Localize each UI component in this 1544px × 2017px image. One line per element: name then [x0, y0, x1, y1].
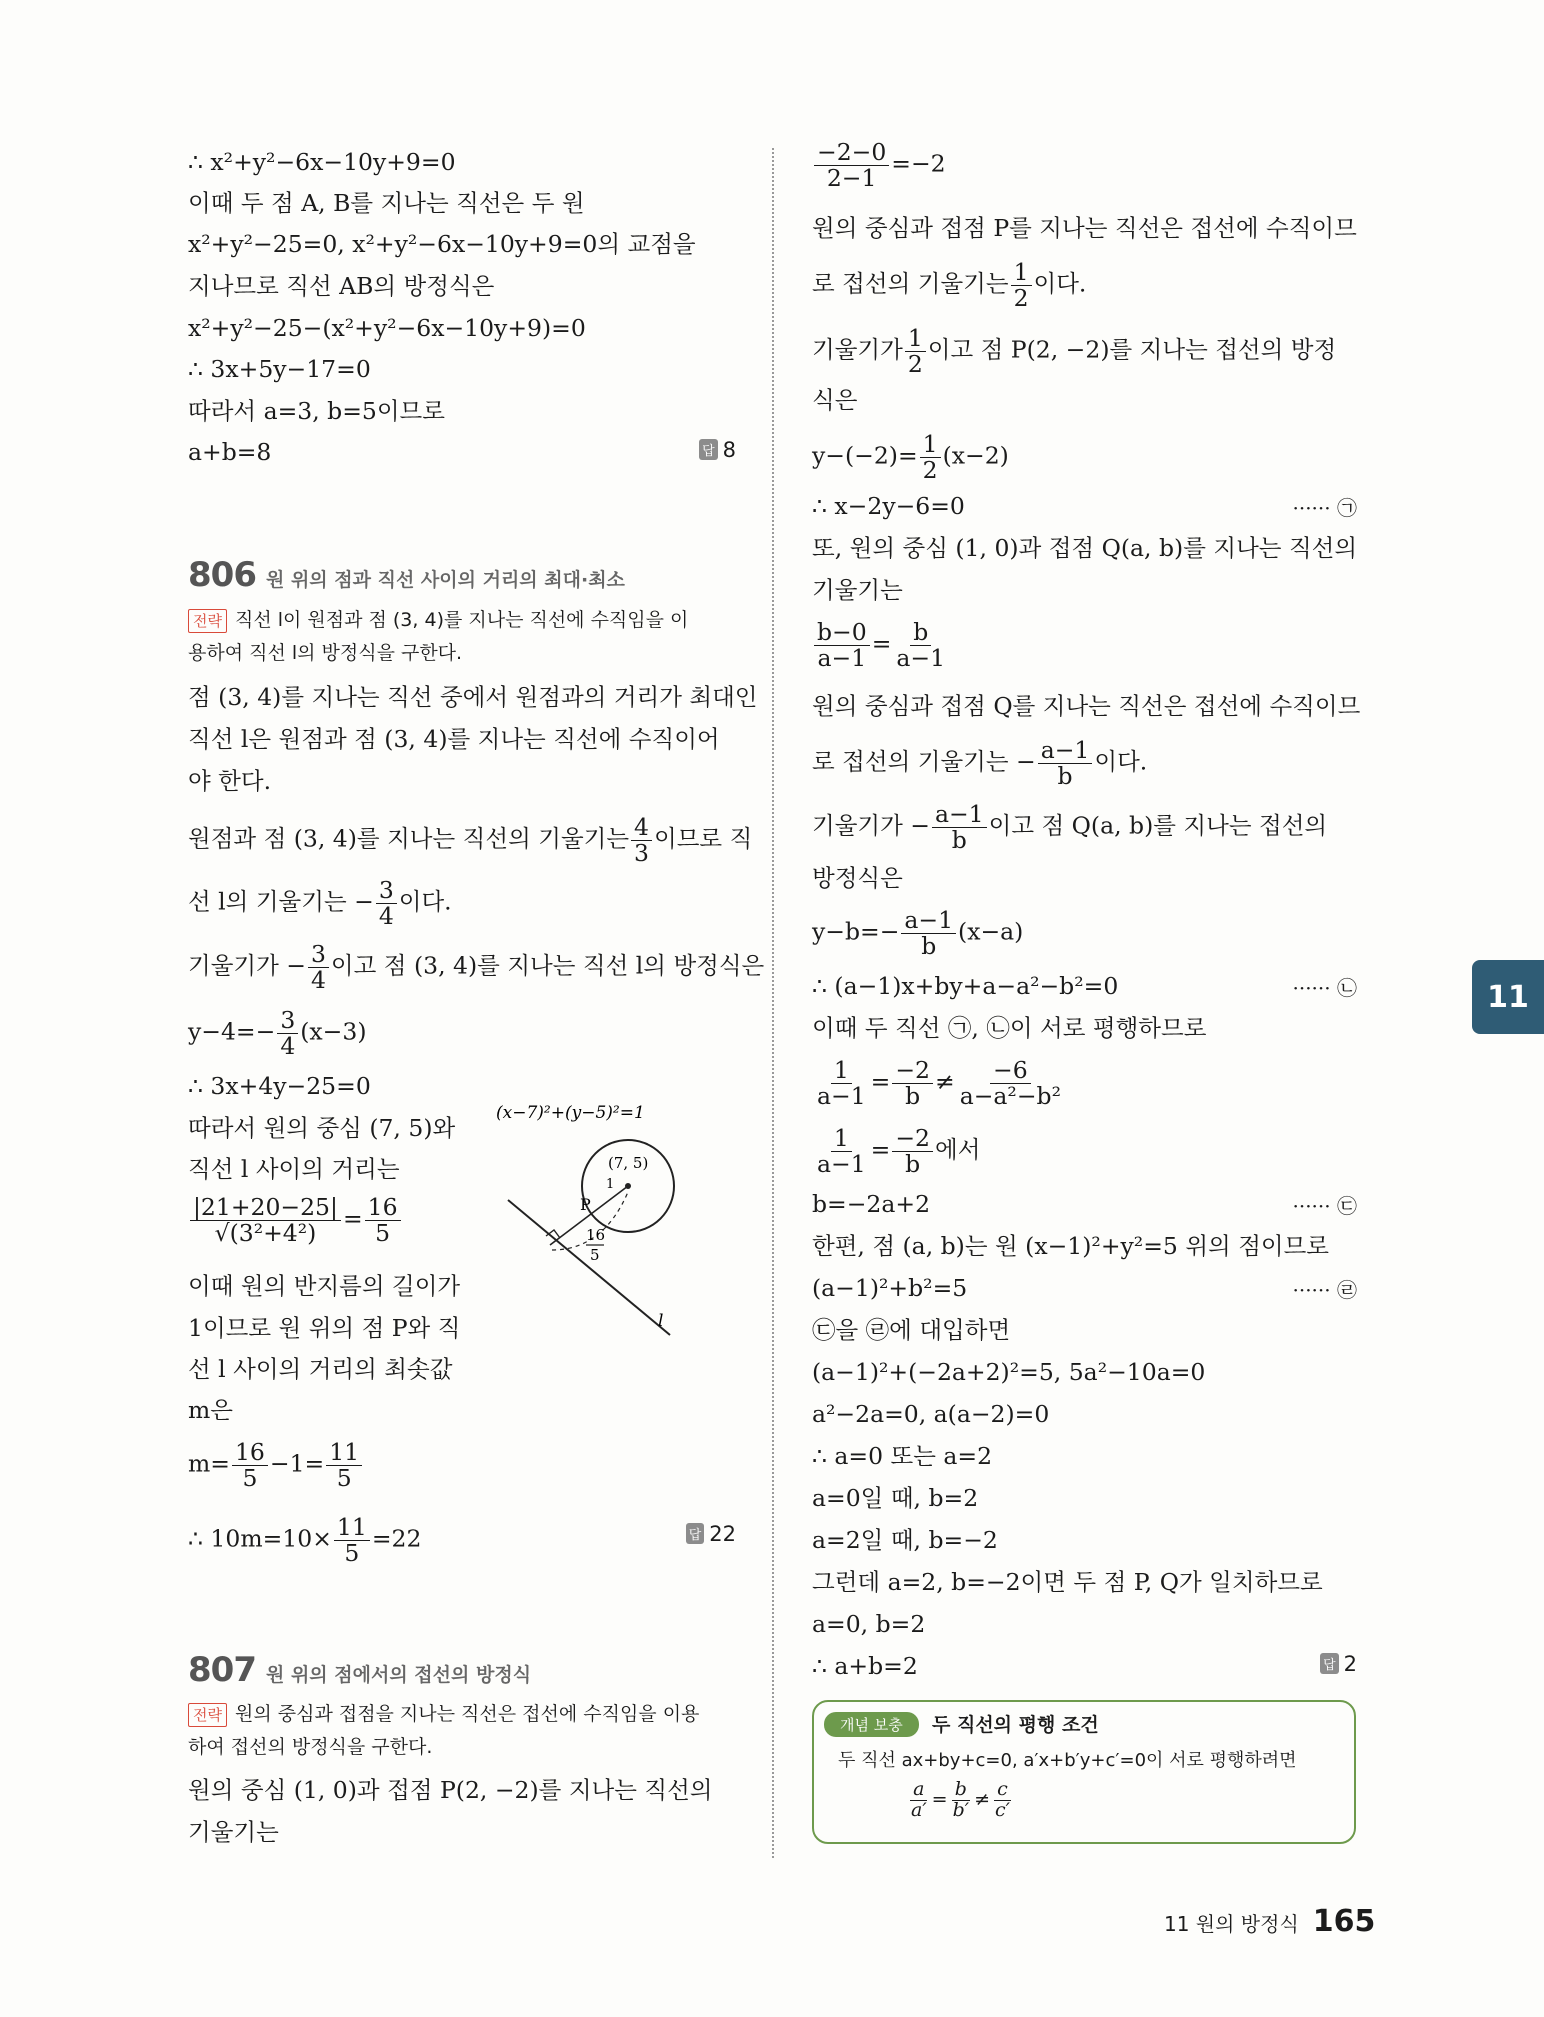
line-l	[508, 1200, 670, 1335]
problem-number: 807	[188, 1650, 256, 1690]
slope-fraction: $\frac{-2-0}{2-1}$ =−2	[812, 140, 946, 190]
text-line: 직선 l 사이의 거리는	[188, 1155, 400, 1183]
circle-line-figure	[478, 1100, 738, 1340]
text-line: 기울기가 $\frac{1}{2}$ 이고 점 P(2, −2)를 지나는 접선의 방정	[812, 324, 1337, 378]
text-line: 로 접선의 기울기는 $\frac{1}{2}$ 이다.	[812, 258, 1087, 312]
text-line: 원의 중심과 접점 Q를 지나는 직선은 접선에 수직이므	[812, 692, 1361, 720]
text-line: 선 l 사이의 거리의 최솟값	[188, 1355, 453, 1383]
concept-formula: $\frac{a}{a'}$ = $\frac{b}{b'}$ ≠ $\frac{c}{c'}$	[911, 1778, 1010, 1821]
text-line: 원의 중심과 접점 P를 지나는 직선은 접선에 수직이므	[812, 214, 1357, 242]
distance-formula: $\frac{|21+20-25|}{\text{√(3²+4²)}}$ = $\frac{16}{5}$	[188, 1195, 403, 1245]
distance-den: 5	[590, 1246, 600, 1264]
concept-box	[812, 1700, 1356, 1844]
text-line: 식은	[812, 386, 858, 414]
center-label: (7, 5)	[608, 1154, 649, 1172]
strategy-tag: 전략	[188, 609, 227, 633]
column-divider	[772, 148, 774, 1858]
text-line: 이때 원의 반지름의 길이가	[188, 1272, 461, 1300]
text-line: 1이므로 원 위의 점 P와 직	[188, 1314, 461, 1342]
math-line: a²−2a=0, a(a−2)=0	[812, 1400, 1050, 1428]
text-line: 기울기는	[812, 576, 903, 604]
slope-line: 선 l의 기울기는 − $\frac{3}{4}$ 이다.	[188, 876, 452, 930]
slope-line: 원점과 점 (3, 4)를 지나는 직선의 기울기는 $\frac{4}{3}$ 이므로 직	[188, 813, 753, 867]
text-line: x²+y²−25=0, x²+y²−6x−10y+9=0의 교점을	[188, 230, 696, 258]
answer-icon: 답	[686, 1523, 705, 1544]
concept-tag: 개념 보충	[824, 1712, 919, 1737]
math-line: a=2일 때, b=−2	[812, 1526, 998, 1554]
chapter-tab: 11	[1472, 960, 1544, 1034]
math-line: ∴ (a−1)x+by+a−a²−b²=0	[812, 972, 1119, 1000]
marker-2: ······ ㉡	[1292, 976, 1357, 1000]
math-line: ∴ a+b=2	[812, 1652, 918, 1680]
page-footer	[1164, 1904, 1375, 1939]
parallel-condition: $\frac{1}{a-1}$ = $\frac{-2}{b}$ ≠ $\frac{-6}{\text{a−a²−b²}}$	[817, 1056, 1062, 1110]
text-line: 야 한다.	[188, 767, 272, 795]
concept-title: 두 직선의 평행 조건	[932, 1714, 1099, 1736]
answer-icon: 답	[699, 439, 718, 460]
text-line: 기울기는	[188, 1818, 279, 1846]
text-line: 따라서 원의 중심 (7, 5)와	[188, 1114, 456, 1142]
text-line: 지나므로 직선 AB의 방정식은	[188, 272, 495, 300]
page-number: 165	[1312, 1904, 1376, 1939]
math-line: ∴ 3x+4y−25=0	[188, 1072, 371, 1100]
problem-header-806	[188, 555, 625, 595]
math-line: (a−1)²+b²=5	[812, 1274, 968, 1302]
text-line: m은	[188, 1396, 233, 1424]
text-line: 점 (3, 4)를 지나는 직선 중에서 원점과의 거리가 최대인	[188, 683, 758, 711]
problem-title: 원 위의 점과 직선 사이의 거리의 최대·최소	[265, 569, 625, 591]
equation-line: $\frac{1}{a-1}$ = $\frac{-2}{b}$ 에서	[817, 1124, 981, 1178]
text-line: 직선 l은 원점과 점 (3, 4)를 지나는 직선에 수직이어	[188, 725, 720, 753]
text-line: 원의 중심 (1, 0)과 접점 P(2, −2)를 지나는 직선의	[188, 1776, 713, 1804]
text-line: 따라서 a=3, b=5이므로	[188, 397, 445, 425]
math-line: ∴ x²+y²−6x−10y+9=0	[188, 148, 456, 176]
text-line: 또, 원의 중심 (1, 0)과 접점 Q(a, b)를 지나는 직선의	[812, 534, 1358, 562]
text-line: 기울기가 − $\frac{a-1}{b}$ 이고 점 Q(a, b)를 지나는 접선의	[812, 800, 1328, 854]
answer-badge: 답 2	[1320, 1652, 1357, 1676]
equation-line: y−b=− $\frac{a-1}{b}$ (x−a)	[812, 906, 1024, 960]
equation-line: y−(−2)= $\frac{1}{2}$ (x−2)	[812, 430, 1009, 484]
text-line: 방정식은	[812, 864, 903, 892]
equation-line: 기울기가 − $\frac{3}{4}$ 이고 점 (3, 4)를 지나는 직선 l의 방정식은	[188, 940, 765, 994]
text-line: ㉢을 ㉣에 대입하면	[812, 1316, 1011, 1344]
radius-label: 1	[606, 1177, 615, 1192]
strategy-806: 전략 직선 l이 원점과 점 (3, 4)를 지나는 직선에 수직임을 이 용하여 직선 l의 방정식을 구한다.	[188, 609, 689, 664]
math-line: a=0, b=2	[812, 1610, 926, 1638]
answer-icon: 답	[1320, 1653, 1339, 1674]
math-line: a=0일 때, b=2	[812, 1484, 979, 1512]
marker-3: ······ ㉢	[1292, 1194, 1357, 1218]
answer-badge: 답 8	[699, 438, 736, 462]
math-line: b=−2a+2	[812, 1190, 931, 1218]
text-line: 그런데 a=2, b=−2이면 두 점 P, Q가 일치하므로	[812, 1568, 1323, 1596]
text-line: 이때 두 직선 ㉠, ㉡이 서로 평행하므로	[812, 1014, 1207, 1042]
final-equation: ∴ 10m=10× $\frac{11}{5}$ =22	[188, 1513, 422, 1567]
text-line: 로 접선의 기울기는 − $\frac{a-1}{b}$ 이다.	[812, 736, 1148, 790]
point-p-label: P	[580, 1195, 591, 1214]
strategy-807: 전략 원의 중심과 접점을 지나는 직선은 접선에 수직임을 이용 하여 접선의 방정식을 구한다.	[188, 1703, 700, 1758]
problem-title: 원 위의 점에서의 접선의 방정식	[265, 1664, 532, 1686]
strategy-tag: 전략	[188, 1703, 227, 1727]
text-line: 한편, 점 (a, b)는 원 (x−1)²+y²=5 위의 점이므로	[812, 1232, 1330, 1260]
math-line: ∴ a=0 또는 a=2	[812, 1442, 993, 1470]
marker-4: ······ ㉣	[1292, 1278, 1357, 1302]
answer-badge: 답 22	[686, 1522, 736, 1546]
equation-line: y−4=− $\frac{3}{4}$ (x−3)	[188, 1006, 367, 1060]
circle-equation-label: (x−7)²+(y−5)²=1	[496, 1103, 645, 1123]
problem-header-807	[188, 1650, 531, 1690]
equation-line: $\frac{b-0}{a-1}$ = $\frac{b}{a-1}$	[812, 620, 950, 670]
math-line: ∴ x−2y−6=0	[812, 492, 965, 520]
math-line: ∴ 3x+5y−17=0	[188, 355, 371, 383]
math-line: (a−1)²+(−2a+2)²=5, 5a²−10a=0	[812, 1358, 1206, 1386]
m-equation: m= $\frac{16}{5}$ −1= $\frac{11}{5}$	[188, 1440, 364, 1490]
concept-text: 두 직선 ax+by+c=0, a′x+b′y+c′=0이 서로 평행하려면	[838, 1750, 1297, 1771]
math-line: a+b=8	[188, 438, 272, 466]
marker-1: ······ ㉠	[1292, 496, 1357, 520]
distance-num: 16	[586, 1226, 606, 1244]
math-line: x²+y²−25−(x²+y²−6x−10y+9)=0	[188, 314, 586, 342]
chapter-label: 11 원의 방정식	[1164, 1912, 1299, 1936]
problem-number: 806	[188, 555, 256, 595]
text-line: 이때 두 점 A, B를 지나는 직선은 두 원	[188, 189, 585, 217]
line-l-label: l	[658, 1311, 664, 1331]
